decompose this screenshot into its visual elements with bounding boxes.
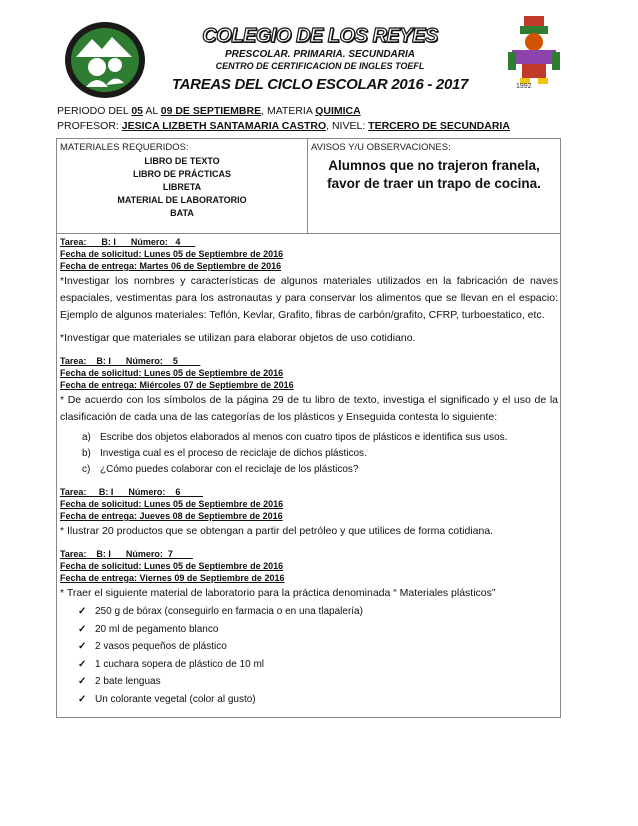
- certification-line: CENTRO DE CERTIFICACION DE INGLES TOEFL: [215, 61, 425, 71]
- periodo-line: PERIODO DEL 05 AL 09 DE SEPTIEMBRE, MATERIA QUIMICA: [57, 105, 361, 117]
- list-item: ✓ 2 vasos pequeños de plástico: [78, 638, 558, 656]
- logo-year: 1992: [516, 83, 532, 90]
- title-block: [150, 24, 490, 96]
- homework-table: [56, 138, 561, 718]
- material-item: BATA: [170, 208, 194, 218]
- task-extra: *Investigar que materiales se utilizan para elaborar objetos de uso cotidiano.: [60, 332, 416, 344]
- school-logo-icon: [62, 17, 148, 103]
- profesor-line: PROFESOR: JESICA LIZBETH SANTAMARIA CASTRO, NIVEL: TERCERO DE SECUNDARIA: [57, 120, 510, 132]
- task-description: *Investigar los nombres y características de algunos materiales utilizados en la fabricación de naves espaciales, vestimentas para los astronautas y para conservar los alimentos que se llevan en el espacio: Ejemplo de algunos materiales: Teflón, Kevlar, Grafito, fibras de carbón/grafito, CFRP, turboestatico, etc.: [60, 275, 558, 321]
- list-item: a) Escribe dos objetos elaborados al menos con cuatro tipos de plásticos e identifica sus usos.: [82, 432, 508, 443]
- tarea-line: Tarea: B: I Número: 4: [60, 237, 196, 247]
- entrega-line: Fecha de entrega: Viernes 09 de Septiembre de 2016: [60, 573, 285, 583]
- task-description: * Ilustrar 20 productos que se obtengan a partir del petróleo y que utilices de forma cotidiana.: [60, 525, 494, 537]
- materials-list: [57, 155, 307, 220]
- tarea-line: Tarea: B: I Número: 6: [60, 487, 203, 497]
- solicitud-line: Fecha de solicitud: Lunes 05 de Septiembre de 2016: [60, 499, 284, 509]
- material-item: MATERIAL DE LABORATORIO: [117, 195, 247, 205]
- task-block: [60, 548, 558, 708]
- tarea-line: Tarea: B: I Número: 5: [60, 356, 201, 366]
- materia-value: QUIMICA: [315, 105, 361, 117]
- task-description: * Traer el siguiente material de laboratorio para la práctica denominada “ Materiales plásticos”: [60, 587, 496, 599]
- checkmark-icon: ✓: [78, 641, 87, 652]
- aztec-emblem-icon: [502, 12, 566, 88]
- list-item: ✓ 20 ml de pegamento blanco: [78, 621, 558, 639]
- material-item: LIBRO DE PRÁCTICAS: [132, 169, 231, 179]
- checkmark-icon: ✓: [78, 676, 87, 687]
- tarea-line: Tarea: B: I Número: 7: [60, 549, 193, 559]
- periodo-from: 05: [131, 105, 143, 117]
- list-item: ✓ 2 bate lenguas: [78, 673, 558, 691]
- solicitud-line: Fecha de solicitud: Lunes 05 de Septiembre de 2016: [60, 368, 284, 378]
- solicitud-line: Fecha de solicitud: Lunes 05 de Septiembre de 2016: [60, 249, 284, 259]
- checkmark-icon: ✓: [78, 658, 87, 670]
- materials-cell: [57, 139, 308, 233]
- task-block: [60, 355, 558, 478]
- entrega-line: Fecha de entrega: Miércoles 07 de Septiembre de 2016: [60, 380, 294, 390]
- school-name: COLEGIO DE LOS REYES: [202, 25, 438, 47]
- list-item: ✓ Un colorante vegetal (color al gusto): [78, 691, 558, 709]
- avisos-cell: [308, 139, 560, 233]
- list-item: ✓ 250 g de bórax (conseguirlo en farmacia o en una tlapalería): [78, 603, 558, 621]
- table-top-row: [57, 139, 560, 234]
- course-info: [57, 104, 510, 134]
- entrega-line: Fecha de entrega: Martes 06 de Septiembre de 2016: [60, 261, 282, 271]
- question-list: [60, 430, 558, 478]
- checkmark-icon: ✓: [78, 623, 87, 635]
- material-item: LIBRO DE TEXTO: [144, 156, 220, 166]
- checkmark-icon: ✓: [78, 693, 87, 705]
- solicitud-line: Fecha de solicitud: Lunes 05 de Septiembre de 2016: [60, 561, 284, 571]
- material-item: LIBRETA: [162, 182, 202, 192]
- task-block: [60, 486, 558, 540]
- tareas-title: TAREAS DEL CICLO ESCOLAR 2016 - 2017: [171, 76, 469, 93]
- list-item: b) Investiga cual es el proceso de reciclaje de dichos plásticos.: [82, 448, 367, 459]
- task-description: * De acuerdo con los símbolos de la página 29 de tu libro de texto, investiga el significado y el uso de la clasificación de cada una de las categorías de los plásticos y Enseguida contesta lo siguiente:: [60, 394, 558, 423]
- materials-heading: MATERIALES REQUERIDOS:: [60, 142, 189, 153]
- avisos-text: Alumnos que no trajeron franela, favor de traer un trapo de cocina.: [327, 158, 541, 191]
- periodo-to: 09 DE SEPTIEMBRE: [160, 105, 262, 117]
- entrega-line: Fecha de entrega: Jueves 08 de Septiembre de 2016: [60, 511, 283, 521]
- list-item: ✓ 1 cuchara sopera de plástico de 10 ml: [78, 656, 558, 674]
- materials-checklist: [60, 603, 558, 708]
- tasks-section: [60, 236, 558, 708]
- school-levels: PRESCOLAR. PRIMARIA. SECUNDARIA: [224, 49, 415, 60]
- nivel-value: TERCERO DE SECUNDARIA: [368, 120, 510, 132]
- document-header: [0, 0, 638, 100]
- checkmark-icon: ✓: [78, 606, 87, 617]
- profesor-value: JESICA LIZBETH SANTAMARIA CASTRO: [121, 120, 327, 132]
- avisos-heading: AVISOS Y/U OBSERVACIONES:: [311, 142, 451, 153]
- list-item: c) ¿Cómo puedes colaborar con el reciclaje de los plásticos?: [82, 464, 359, 475]
- task-block: [60, 236, 558, 347]
